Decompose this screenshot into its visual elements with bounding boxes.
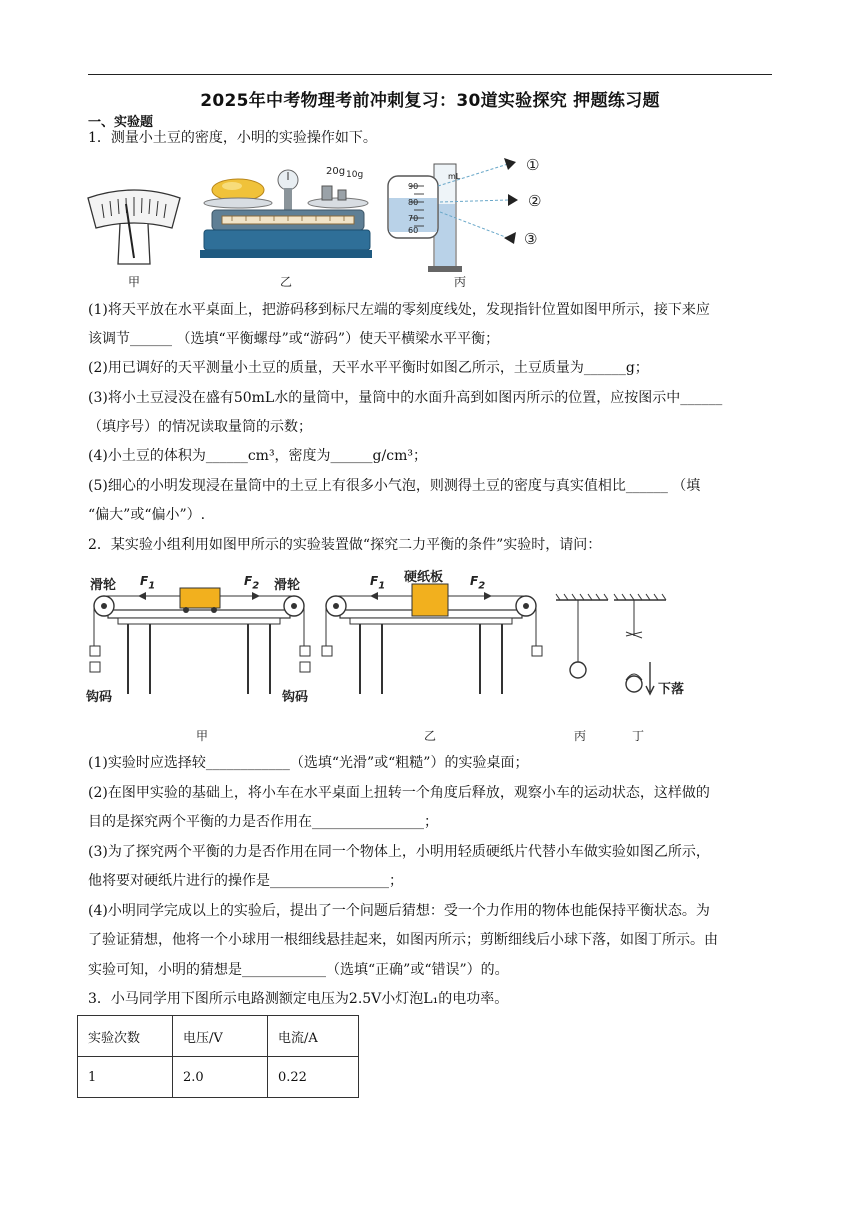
figure-2-label-yi: 乙 [424, 729, 437, 743]
weight-label-20g: 20g [326, 166, 346, 177]
force-f1-label-yi: $F_1$ [370, 574, 386, 592]
figure-2-label-jia: 甲 [196, 729, 209, 743]
figure-2-label-bing: 丙 [574, 729, 587, 743]
question-1-stem: 1．测量小土豆的密度，小明的实验操作如下。 [88, 130, 377, 146]
cylinder-tick-80: 80 [408, 198, 419, 207]
q2-line-2: (2)在图甲实验的基础上，将小车在水平桌面上扭转一个角度后释放，观察小车的运动状态，这样做的 [88, 785, 710, 801]
label-weight-left: 钩码 [86, 690, 113, 705]
label-weight-right: 钩码 [282, 690, 309, 705]
q2-line-3: 目的是探究两个平衡的力是否作用在________________； [88, 814, 438, 830]
table-header-row [78, 1016, 359, 1057]
viewpoint-mark-3: ③ [524, 230, 538, 248]
table-cell: 2.0 [173, 1057, 268, 1098]
q2-line-6: (4)小明同学完成以上的实验后，提出了一个问题后猜想：受一个力作用的物体也能保持平衡状态。为 [88, 903, 710, 919]
viewpoint-mark-2: ② [528, 192, 542, 210]
q1-line-7: (5)细心的小明发现浸在量筒中的土豆上有很多小气泡，则测得土豆的密度与真实值相比______ （填 [88, 478, 701, 494]
table-row [78, 1057, 359, 1098]
q2-line-8: 实验可知，小明的猜想是____________（选填“正确”或“错误”）的。 [88, 962, 509, 978]
viewpoint-mark-1: ① [526, 156, 540, 174]
table-header-cell: 实验次数 [78, 1016, 173, 1057]
force-f2-label-yi: $F_2$ [470, 574, 486, 592]
table-cell: 0.22 [268, 1057, 359, 1098]
question-2-stem: 2．某实验小组利用如图甲所示的实验装置做“探究二力平衡的条件”实验时，请问： [88, 537, 602, 553]
cylinder-unit: mL [448, 172, 461, 181]
q2-line-5: 他将要对硬纸片进行的操作是_________________； [88, 873, 403, 889]
document-title: 2025年中考物理考前冲刺复习：30道实验探究 押题练习题 [200, 91, 660, 111]
table-cell: 1 [78, 1057, 173, 1098]
figure-1-pointer-scale [86, 188, 182, 268]
weight-label-10g: 10g [346, 170, 364, 180]
label-pulley-right: 滑轮 [274, 578, 301, 593]
figure-2-label-ding: 丁 [632, 729, 645, 743]
header-rule [88, 74, 772, 75]
q1-line-8: “偏大”或“偏小”）. [88, 507, 206, 523]
q1-line-3: (2)用已调好的天平测量小土豆的质量，天平水平平衡时如图乙所示，土豆质量为______g； [88, 360, 649, 376]
section-heading: 一、实验题 [88, 115, 154, 130]
force-f1-label-jia: $F_1$ [140, 574, 156, 592]
cylinder-tick-60: 60 [408, 226, 419, 235]
q1-line-6: (4)小土豆的体积为______cm³，密度为______g/cm³； [88, 448, 427, 464]
figure-label-yi: 乙 [280, 275, 293, 289]
label-falling: 下落 [658, 682, 685, 697]
q2-line-4: (3)为了探究两个平衡的力是否作用在同一个物体上，小明用轻质硬纸片代替小车做实验如图乙所示， [88, 844, 710, 860]
label-cardboard: 硬纸板 [404, 570, 444, 585]
force-f2-label-jia: $F_2$ [244, 574, 260, 592]
cylinder-tick-90: 90 [408, 182, 419, 191]
figure-2-card-apparatus [320, 586, 542, 704]
figure-label-jia: 甲 [128, 275, 141, 289]
q1-line-5: （填序号）的情况读取量筒的示数； [88, 419, 312, 435]
q1-line-1: (1)将天平放在水平桌面上，把游码移到标尺左端的零刻度线处，发现指针位置如图甲所示，接下来应 [88, 302, 710, 318]
q1-line-4: (3)将小土豆浸没在盛有50mL水的量筒中，量筒中的水面升高到如图丙所示的位置，应按图示中______ [88, 390, 723, 406]
figure-2-cart-apparatus [88, 586, 310, 704]
figure-label-bing: 丙 [454, 275, 467, 289]
table-header-cell: 电流/A [268, 1016, 359, 1057]
cylinder-tick-70: 70 [408, 214, 419, 223]
experiment-data-table [77, 1015, 359, 1098]
figure-1-balance [200, 166, 372, 266]
q2-line-7: 了验证猜想，他将一个小球用一根细线悬挂起来，如图丙所示；剪断细线后小球下落，如图丁所示。由 [88, 932, 718, 948]
q1-line-2: 该调节______ （选填“平衡螺母”或“游码”）使天平横梁水平平衡； [88, 331, 500, 347]
label-pulley-left: 滑轮 [90, 578, 117, 593]
question-3-stem: 3．小马同学用下图所示电路测额定电压为2.5V小灯泡L₁的电功率。 [88, 991, 509, 1007]
q2-line-1: (1)实验时应选择较____________（选填“光滑”或“粗糙”）的实验桌面； [88, 755, 529, 771]
table-header-cell: 电压/V [173, 1016, 268, 1057]
